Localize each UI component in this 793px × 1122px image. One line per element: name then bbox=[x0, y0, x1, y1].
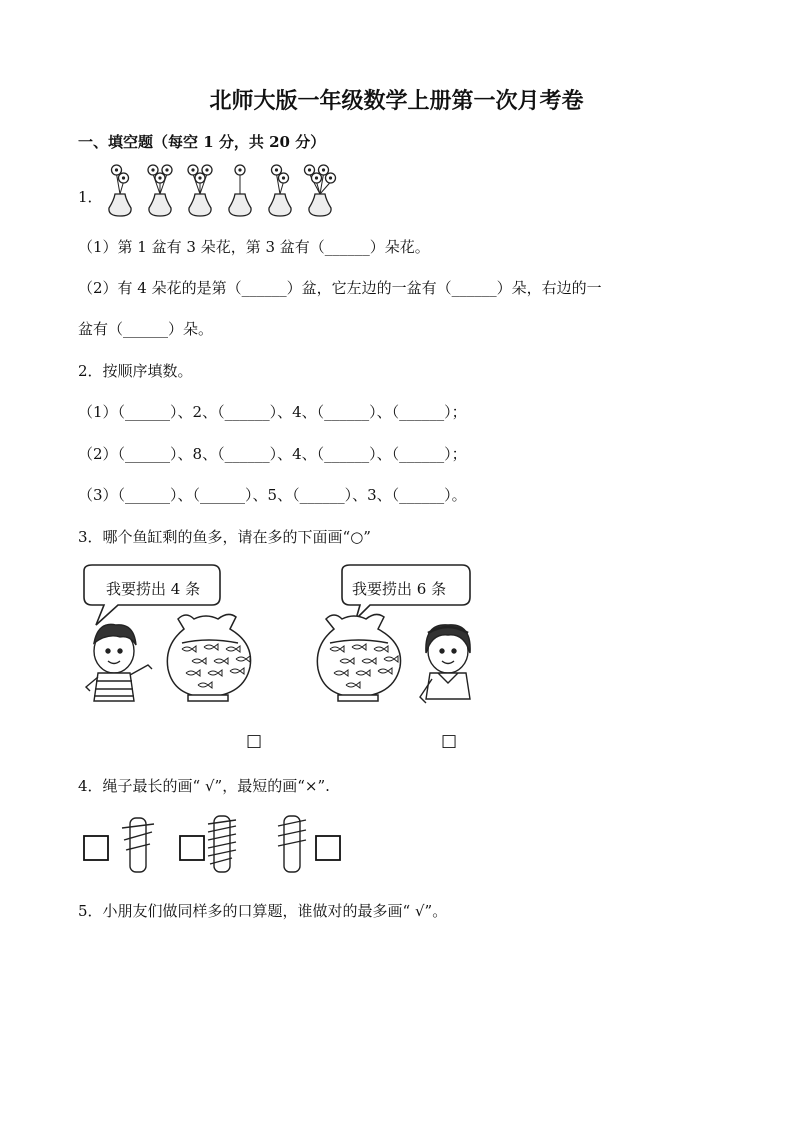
bubble-left: 我要捞出 4 条 bbox=[106, 580, 201, 598]
rope-pole-icon bbox=[278, 816, 306, 872]
boy-icon bbox=[86, 624, 152, 701]
answer-box[interactable] bbox=[84, 836, 108, 860]
rope-comparison-illustration bbox=[80, 810, 350, 876]
q3-text: 3．哪个鱼缸剩的鱼多，请在多的下面画“○” bbox=[78, 528, 371, 546]
q1-part2-line2: 盆有（______）朵。 bbox=[78, 320, 214, 338]
q2-text: 2．按顺序填数。 bbox=[78, 362, 193, 380]
flower-vase-icon bbox=[269, 165, 291, 216]
q2-row2: （2）（______）、8、（______）、4、（______）、（______）； bbox=[78, 445, 467, 463]
q1-part2-line1: （2）有 4 朵花的是第（______）盆，它左边的一盆有（______）朵，右边的一 bbox=[78, 279, 602, 297]
bubble-right: 我要捞出 6 条 bbox=[352, 580, 447, 598]
answer-box-left[interactable]: □ bbox=[246, 731, 263, 751]
vases-illustration bbox=[100, 160, 350, 222]
answer-box[interactable] bbox=[180, 836, 204, 860]
rope-pole-icon bbox=[208, 816, 236, 872]
flower-vase-icon bbox=[305, 165, 336, 216]
girl-icon bbox=[420, 625, 470, 703]
answer-box-right[interactable]: □ bbox=[441, 731, 458, 751]
flower-vase-icon bbox=[148, 165, 172, 216]
q2-row3: （3）（______）、（______）、5、（______）、3、（______）。 bbox=[78, 486, 467, 504]
q1-number: 1． bbox=[78, 188, 103, 206]
flower-vase-icon bbox=[109, 165, 131, 216]
rope-pole-icon bbox=[122, 818, 154, 872]
q5-text: 5．小朋友们做同样多的口算题，谁做对的最多画“ √”。 bbox=[78, 902, 448, 920]
section-heading: 一、填空题（每空 1 分，共 20 分） bbox=[78, 133, 326, 151]
q2-row1: （1）（______）、2、（______）、4、（______）、（______）； bbox=[78, 403, 467, 421]
answer-box[interactable] bbox=[316, 836, 340, 860]
flower-vase-icon bbox=[188, 165, 212, 216]
q4-text: 4．绳子最长的画“ √”，最短的画“×”. bbox=[78, 777, 330, 795]
page-title: 北师大版一年级数学上册第一次月考卷 bbox=[209, 88, 584, 114]
flower-vase-icon bbox=[229, 165, 251, 216]
q1-part1: （1）第 1 盆有 3 朵花，第 3 盆有（______）朵花。 bbox=[78, 238, 430, 256]
fishbowl-icon bbox=[317, 614, 400, 701]
